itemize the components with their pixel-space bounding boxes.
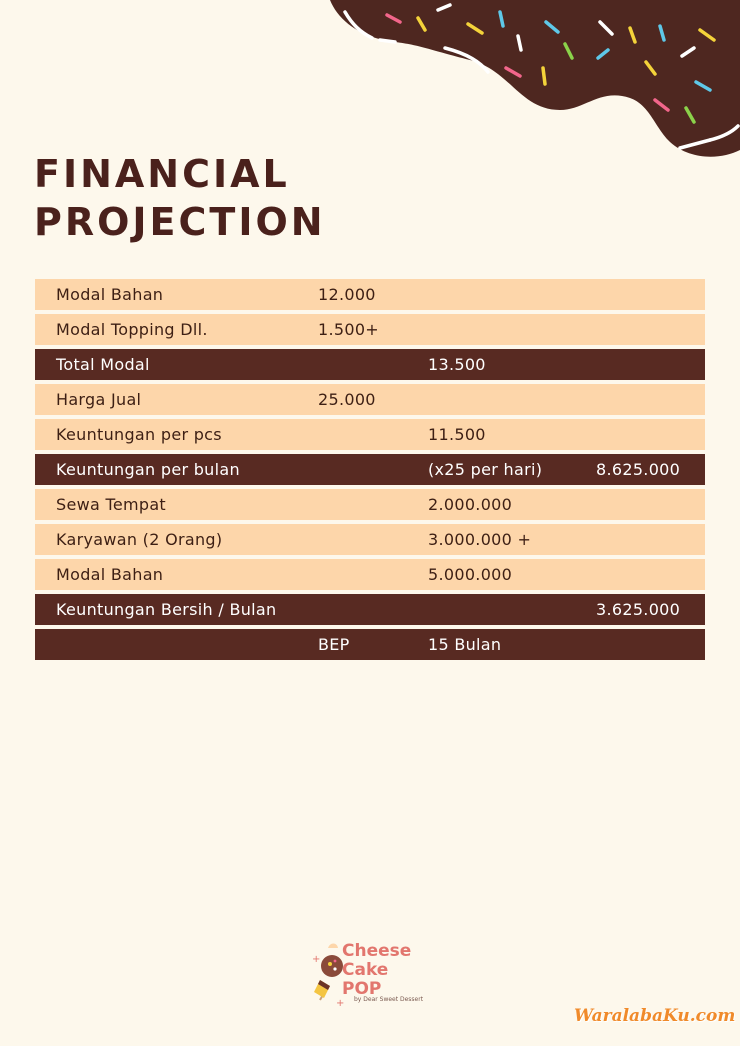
table-row-total xyxy=(35,454,705,485)
brand-logo xyxy=(310,940,430,1012)
row-label: Keuntungan Bersih / Bulan xyxy=(56,600,277,619)
financial-table xyxy=(35,279,705,664)
row-label: Sewa Tempat xyxy=(56,495,166,514)
logo-line-1: Cheese xyxy=(342,941,412,961)
row-value: 25.000 xyxy=(318,390,376,409)
row-label: Modal Bahan xyxy=(56,285,164,304)
table-row xyxy=(35,314,705,345)
chocolate-drip-decoration xyxy=(0,0,740,170)
table-row-total xyxy=(35,349,705,380)
table-row xyxy=(35,524,705,555)
logo-wordmark xyxy=(342,942,430,999)
logo-tagline: by Dear Sweet Dessert xyxy=(354,996,424,1003)
row-label: Total Modal xyxy=(56,355,150,374)
row-value: 8.625.000 xyxy=(596,460,681,479)
table-row-bep xyxy=(35,629,705,660)
row-note: (x25 per hari) xyxy=(428,460,543,479)
row-label: BEP xyxy=(318,635,350,654)
svg-text:+: + xyxy=(312,954,321,965)
row-label: Karyawan (2 Orang) xyxy=(56,530,223,549)
page-title-line-1: FINANCIAL xyxy=(34,152,290,196)
row-value: 2.000.000 xyxy=(428,495,513,514)
table-row xyxy=(35,489,705,520)
row-label: Modal Topping Dll. xyxy=(56,320,208,339)
row-value: 3.625.000 xyxy=(596,600,681,619)
row-value: 15 Bulan xyxy=(428,635,502,654)
row-value: 5.000.000 xyxy=(428,565,513,584)
table-row xyxy=(35,419,705,450)
row-label: Modal Bahan xyxy=(56,565,164,584)
logo-line-2: Cake POP xyxy=(342,960,389,999)
row-value: 13.500 xyxy=(428,355,486,374)
page-title-line-2: PROJECTION xyxy=(34,200,326,244)
row-value: 12.000 xyxy=(318,285,376,304)
row-value: 1.500+ xyxy=(318,320,380,339)
row-label: Keuntungan per bulan xyxy=(56,460,240,479)
table-row-total xyxy=(35,594,705,625)
page-title xyxy=(34,150,326,246)
table-row xyxy=(35,279,705,310)
row-value: 3.000.000 + xyxy=(428,530,532,549)
table-row xyxy=(35,559,705,590)
svg-text:+: + xyxy=(336,998,345,1009)
row-label: Harga Jual xyxy=(56,390,142,409)
watermark-text: WaralabaKu.com xyxy=(574,1006,736,1026)
table-row xyxy=(35,384,705,415)
row-value: 11.500 xyxy=(428,425,486,444)
row-label: Keuntungan per pcs xyxy=(56,425,222,444)
